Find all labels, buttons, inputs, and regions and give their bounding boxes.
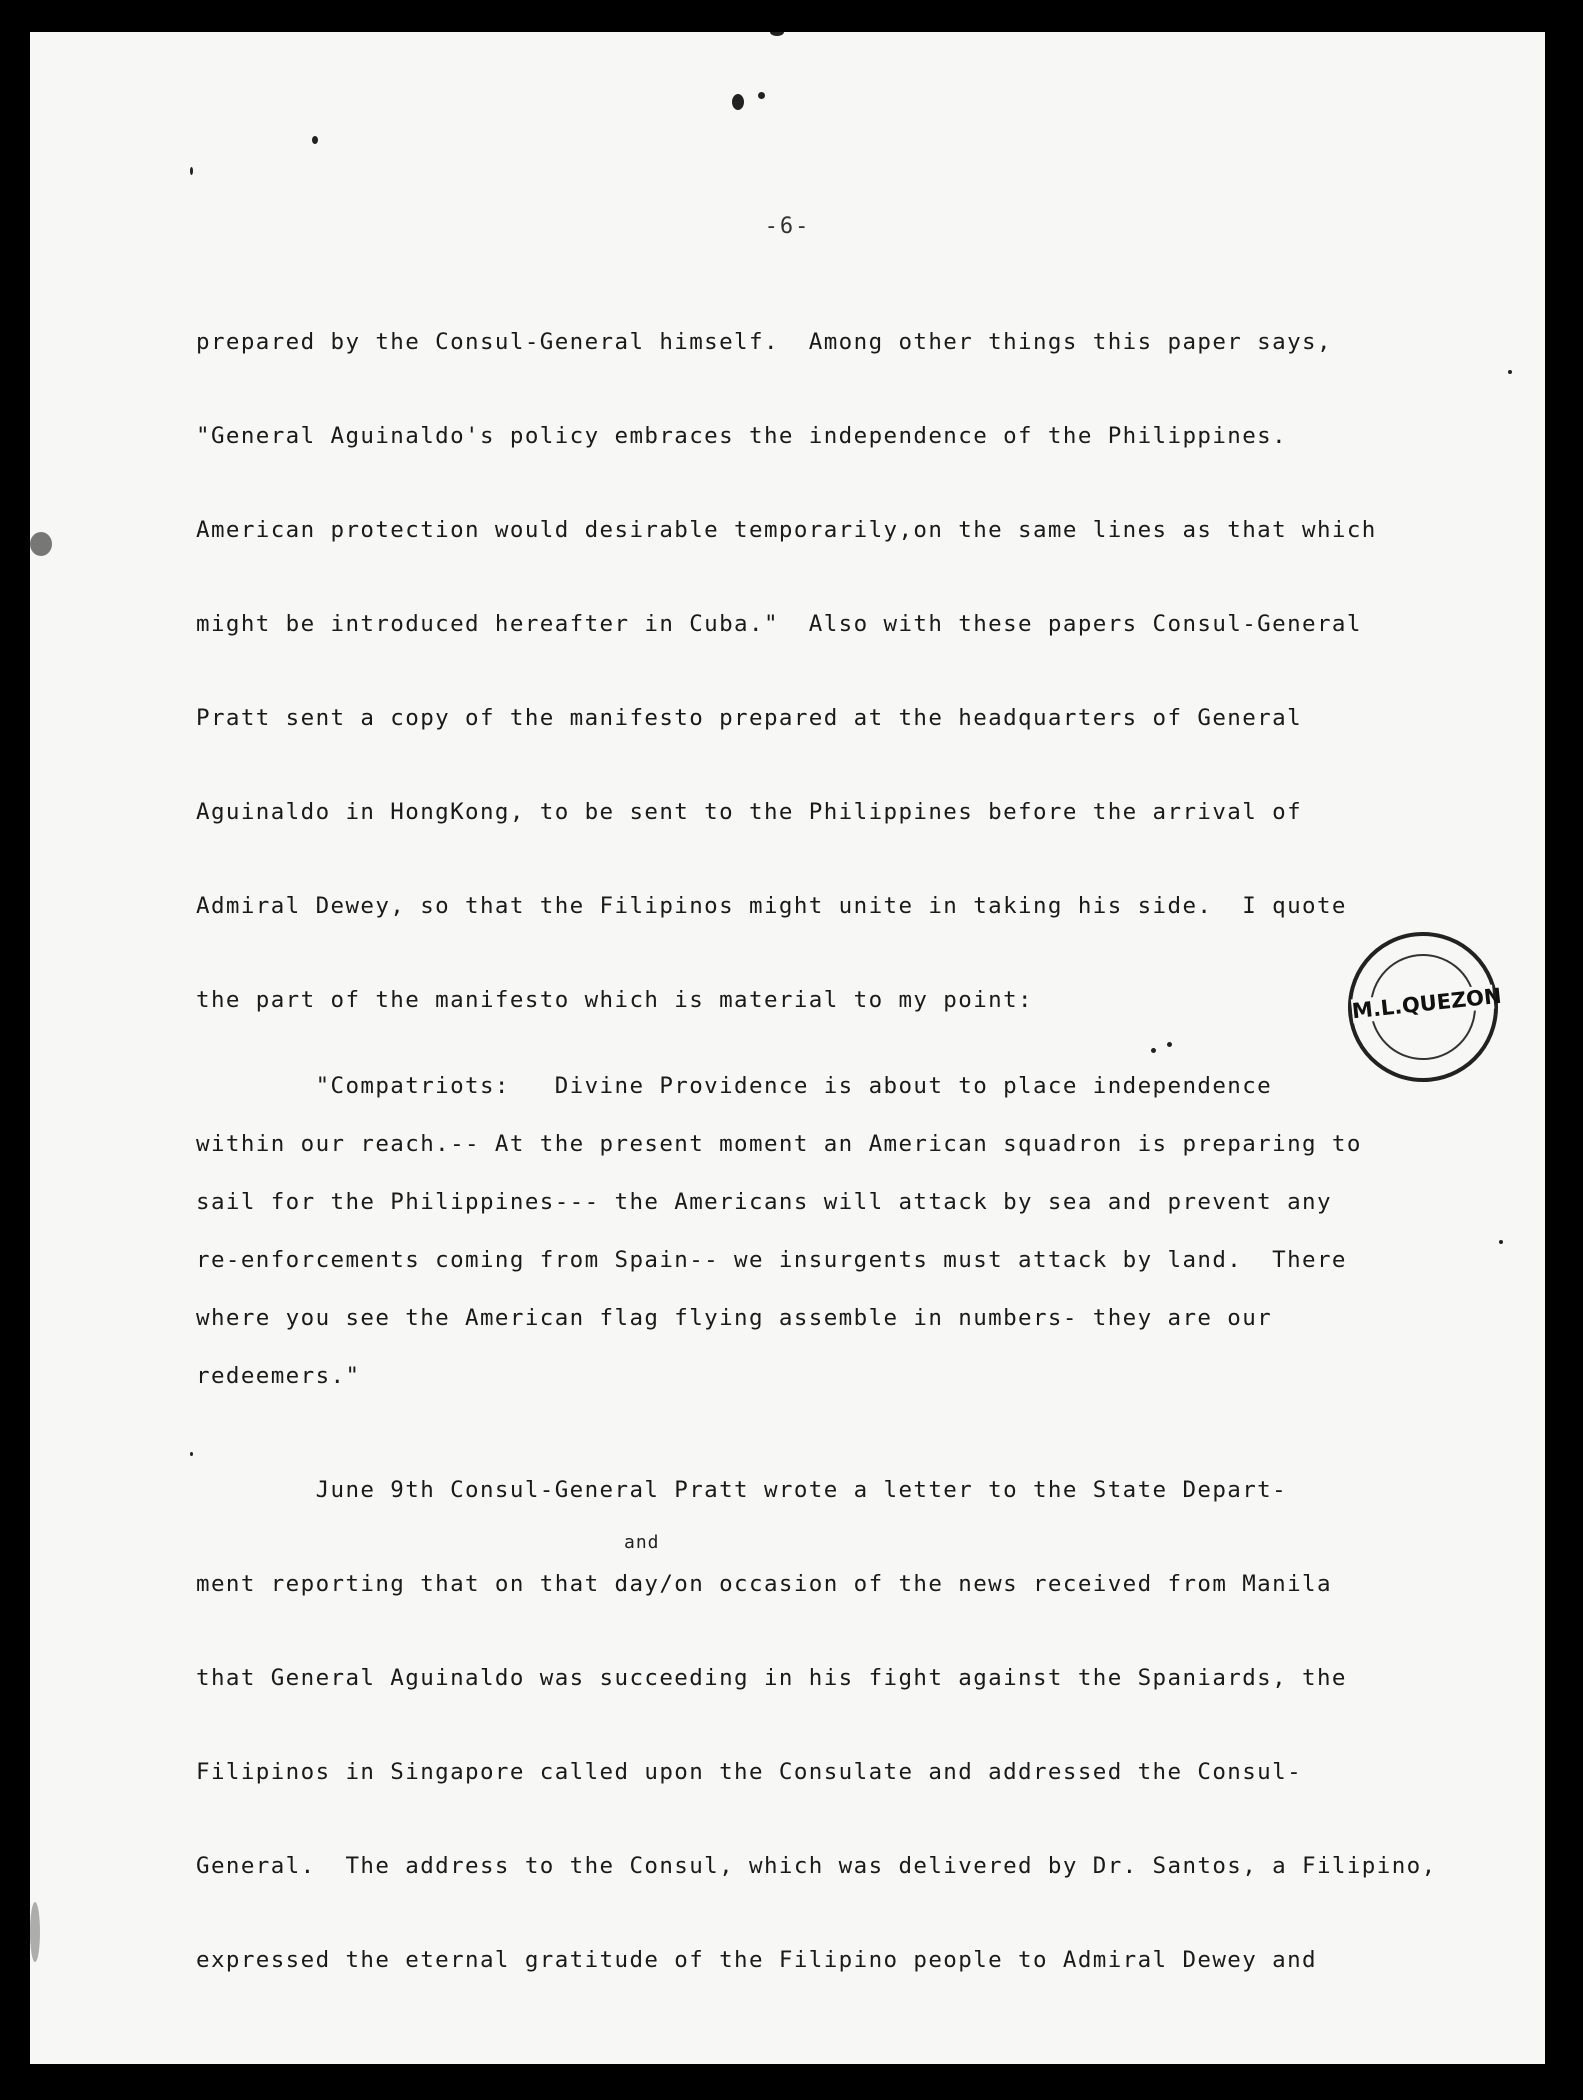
text-line: Filipinos in Singapore called upon the Consulate and addressed the Consul- (196, 1759, 1303, 1785)
scan-speck (312, 136, 318, 144)
archive-stamp (1341, 925, 1506, 1090)
interlinear-insertion: and (624, 1532, 660, 1553)
text-line: Aguinaldo in HongKong, to be sent to the Philippines before the arrival of (196, 799, 1303, 825)
text-line: ment reporting that on that day/on occasion of the news received from Manila (196, 1571, 1332, 1597)
quote-line: where you see the American flag flying assemble in numbers- they are our (196, 1305, 1273, 1331)
text-line: American protection would desirable temporarily,on the same lines as that which (196, 517, 1377, 543)
scan-speck (30, 532, 52, 556)
scan-speck (30, 1902, 40, 1962)
text-line: might be introduced hereafter in Cuba." Also with these papers Consul-General (196, 611, 1362, 637)
text-line: that General Aguinaldo was succeeding in his fight against the Spaniards, the (196, 1665, 1347, 1691)
quote-line: re-enforcements coming from Spain-- we insurgents must attack by land. There (196, 1247, 1347, 1273)
text-line: the part of the manifesto which is material to my point: (196, 987, 1033, 1013)
scan-speck (770, 32, 784, 36)
scan-speck (732, 94, 744, 110)
scan-speck (1499, 1240, 1503, 1244)
scan-speck (1508, 370, 1512, 374)
text-line: expressed the eternal gratitude of the Filipino people to Admiral Dewey and (196, 1947, 1317, 1973)
text-line: Pratt sent a copy of the manifesto prepared at the headquarters of General (196, 705, 1303, 731)
scan-speck (1151, 1048, 1156, 1053)
scan-speck (190, 167, 193, 175)
text-line: General. The address to the Consul, which was delivered by Dr. Santos, a Filipino, (196, 1853, 1437, 1879)
quote-line: sail for the Philippines--- the Americans will attack by sea and prevent any (196, 1189, 1332, 1215)
text-line: Admiral Dewey, so that the Filipinos might unite in taking his side. I quote (196, 893, 1347, 919)
quote-line: within our reach.-- At the present moment an American squadron is preparing to (196, 1131, 1362, 1157)
page-number: -6- (764, 214, 811, 239)
scan-speck (758, 92, 765, 99)
text-line: June 9th Consul-General Pratt wrote a letter to the State Depart- (196, 1477, 1288, 1503)
stamp-text: M.L.QUEZON (1350, 983, 1503, 1024)
document-page (30, 32, 1545, 2064)
scan-speck (1167, 1042, 1172, 1047)
text-line: prepared by the Consul-General himself. Among other things this paper says, (196, 329, 1332, 355)
quote-line: "Compatriots: Divine Providence is about to place independence (196, 1073, 1273, 1099)
quote-line: redeemers." (196, 1363, 361, 1389)
scan-speck (190, 1452, 193, 1456)
text-line: "General Aguinaldo's policy embraces the independence of the Philippines. (196, 423, 1288, 449)
